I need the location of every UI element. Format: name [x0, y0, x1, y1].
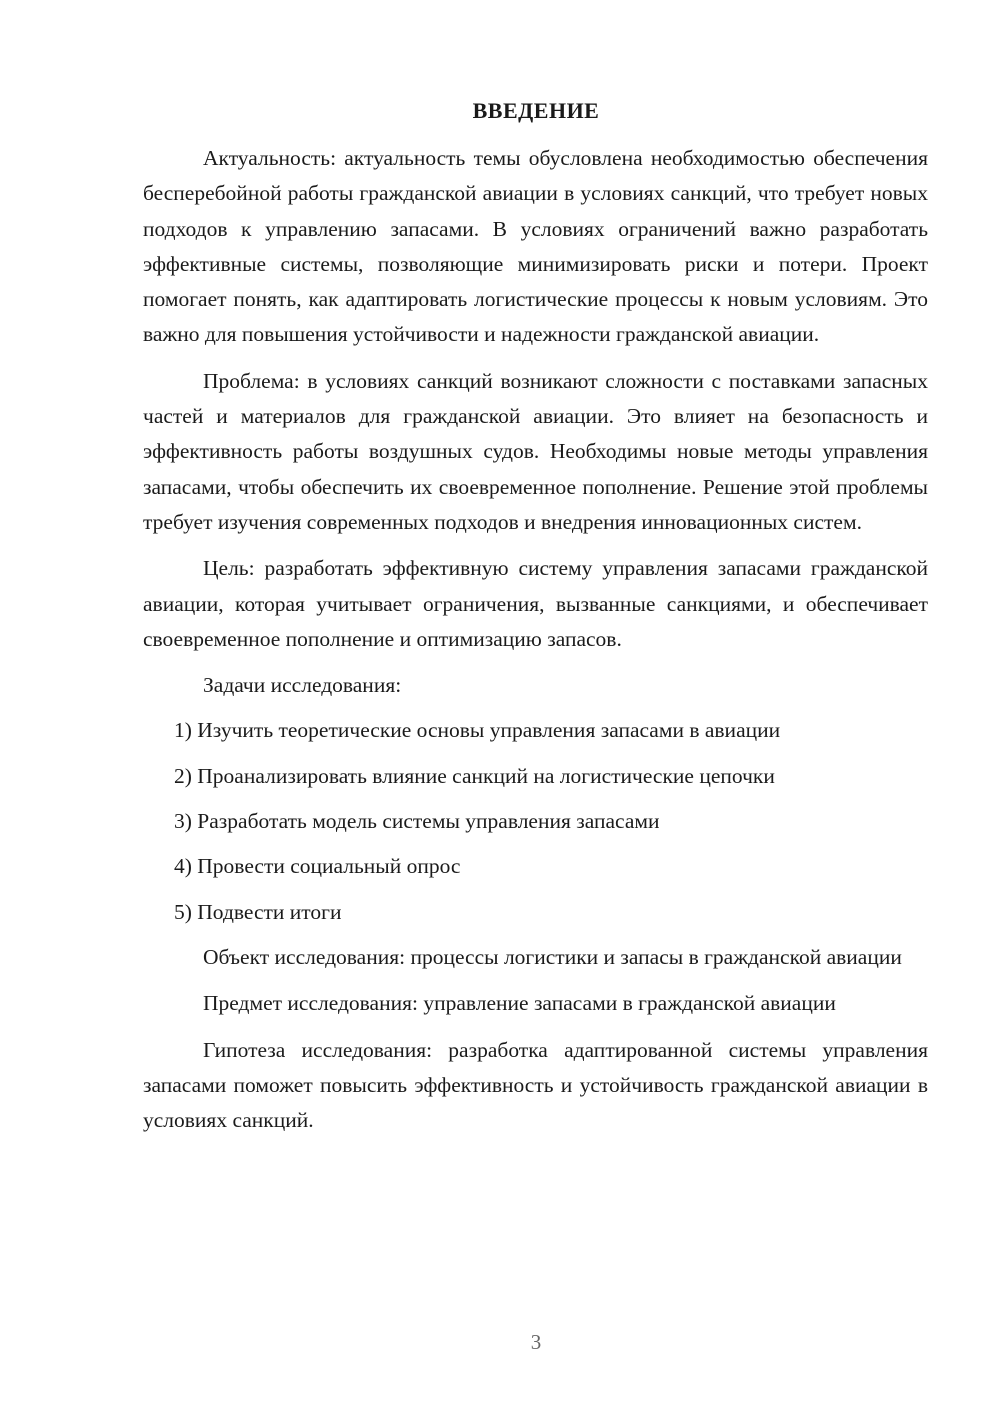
tasks-list	[143, 713, 928, 929]
tasks-heading: Задачи исследования:	[203, 673, 402, 698]
subject-paragraph: Предмет исследования: управление запасами в гражданской авиации	[203, 991, 836, 1016]
relevance-paragraph: Актуальность: актуальность темы обусловлена необходимостью обеспечения бесперебойной работы гражданской авиации в условиях санкций, что требует новых подходов к управлению запасами. В условиях ограничений важно разработать эффективные системы, позволяющие минимизировать риски и потери. Проект помогает понять, как адаптировать логистические процессы к новым условиям. Это важно для повышения устойчивости и надежности гражданской авиации.	[143, 146, 928, 347]
task-item: 2) Проанализировать влияние санкций на логистические цепочки	[174, 763, 775, 788]
hypothesis-paragraph: Гипотеза исследования: разработка адаптированной системы управления запасами поможет повысить эффективность и устойчивость гражданской авиации в условиях санкций.	[143, 1037, 928, 1133]
task-item: 4) Провести социальный опрос	[174, 854, 461, 879]
page-number: 3	[530, 1330, 542, 1354]
object-paragraph: Объект исследования: процессы логистики и запасы в гражданской авиации	[203, 944, 902, 969]
problem-paragraph: Проблема: в условиях санкций возникают сложности с поставками запасных частей и материалов для гражданской авиации. Это влияет на безопасность и эффективность работы воздушных судов. Необходимы новые методы управления запасами, чтобы обеспечить их своевременное пополнение. Решение этой проблемы требует изучения современных подходов и внедрения инновационных систем.	[143, 368, 928, 534]
task-item: 5) Подвести итоги	[174, 899, 342, 924]
body-text	[143, 141, 928, 1149]
task-item: 3) Разработать модель системы управления запасами	[174, 809, 660, 834]
section-title: ВВЕДЕНИЕ	[472, 98, 600, 123]
goal-paragraph: Цель: разработать эффективную систему управления запасами гражданской авиации, которая учитывает ограничения, вызванные санкциями, и обеспечивает своевременное пополнение и оптимизацию запасов.	[143, 556, 928, 651]
task-item: 1) Изучить теоретические основы управления запасами в авиации	[174, 718, 781, 743]
